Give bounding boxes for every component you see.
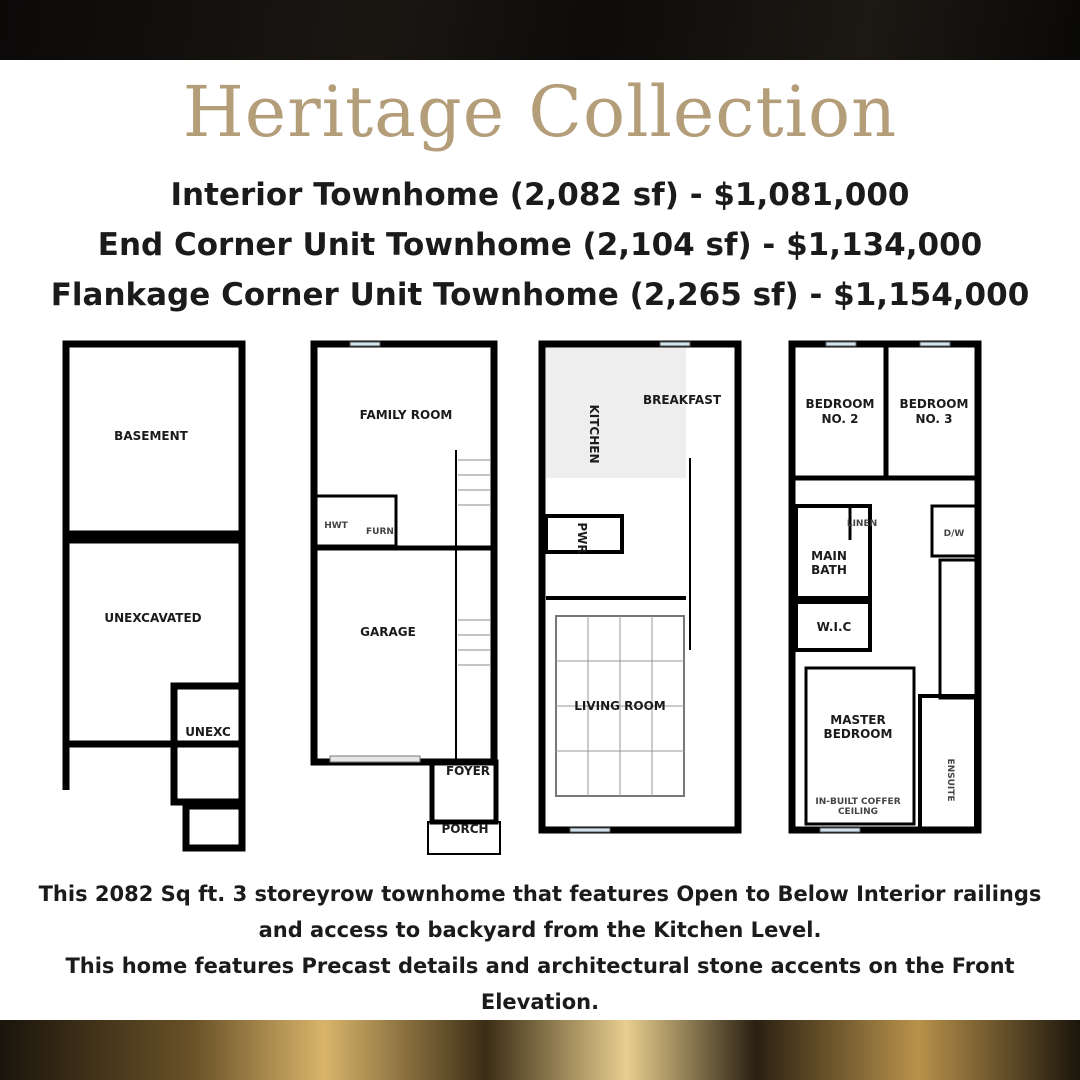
- price-line-interior: Interior Townhome (2,082 sf) - $1,081,000: [170, 177, 910, 213]
- main-plan: [542, 342, 738, 832]
- room-master-suffix: BEDROOM: [823, 727, 893, 741]
- room-ensuite: ENSUITE: [945, 758, 955, 802]
- page-title: Heritage Collection: [182, 71, 898, 153]
- room-breakfast: BREAKFAST: [642, 393, 722, 407]
- room-powder: PWR: [575, 522, 589, 554]
- room-unexc: UNEXC: [185, 725, 231, 739]
- marble-banner-top: [0, 0, 1080, 60]
- room-porch: PORCH: [441, 822, 489, 836]
- fixture-furn: FURN: [366, 527, 394, 537]
- description-line-2: This home features Precast details and architectural stone accents on the Front Elevation.: [65, 954, 1015, 1014]
- gold-banner-bottom: [0, 1020, 1080, 1080]
- room-basement: BASEMENT: [114, 429, 188, 443]
- fixture-hwt: HWT: [324, 521, 348, 531]
- room-linen: LINEN: [846, 519, 878, 529]
- room-foyer: FOYER: [445, 764, 491, 778]
- room-bedroom-2-label: BEDROOM: [805, 397, 875, 411]
- room-dw: D/W: [943, 529, 965, 539]
- floorplan-drawing: [0, 330, 1080, 870]
- floorplans: [0, 330, 1080, 870]
- price-line-flankage-corner: Flankage Corner Unit Townhome (2,265 sf) - $1,154,000: [50, 277, 1030, 313]
- room-family-room: FAMILY ROOM: [359, 408, 453, 422]
- room-bedroom-3-number: NO. 3: [915, 412, 953, 426]
- note-coffer: IN-BUILT COFFER: [815, 797, 901, 807]
- price-line-end-corner: End Corner Unit Townhome (2,104 sf) - $1,134,000: [97, 227, 983, 263]
- room-living-room: LIVING ROOM: [574, 699, 666, 713]
- note-ceiling: CEILING: [837, 807, 879, 817]
- description: [20, 876, 1060, 1020]
- room-master-label: MASTER: [830, 713, 886, 727]
- room-unexcavated: UNEXCAVATED: [104, 611, 202, 625]
- room-main-bath-label: MAIN: [811, 549, 847, 563]
- price-list: [0, 170, 1080, 320]
- room-bedroom-2-number: NO. 2: [821, 412, 859, 426]
- room-bedroom-3-label: BEDROOM: [899, 397, 969, 411]
- ground-stair: [458, 460, 490, 665]
- room-main-bath-suffix: BATH: [811, 563, 847, 577]
- room-kitchen: KITCHEN: [587, 404, 601, 464]
- room-wic: W.I.C: [816, 620, 852, 634]
- room-garage: GARAGE: [360, 625, 416, 639]
- basement-plan: [66, 344, 242, 848]
- description-line-1: This 2082 Sq ft. 3 storeyrow townhome that features Open to Below Interior railings and access to backyard from the Kitchen Level.: [38, 882, 1042, 942]
